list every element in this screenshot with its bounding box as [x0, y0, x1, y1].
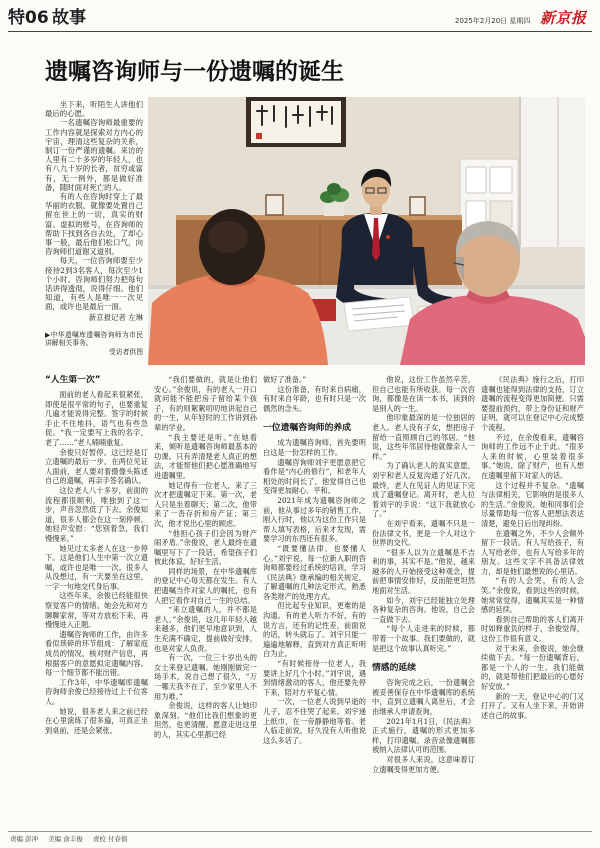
article-column-2: [154, 375, 257, 827]
paragraph: 这位老人八十多岁，前面的流程都很顺利，唯独到了这一步，声音忽然低了下去。余俊知道，很多人都会在这一刻停顿。她轻声安慰：“您别着急，我们慢慢来。”: [45, 485, 148, 543]
footer-divider: [8, 831, 592, 832]
paragraph: “我主要还是听。”在她看来，倾听是遗嘱咨询师最基本的功课。只有弄清楚老人真正的想法，才能帮他们把心愿准确地写进遗嘱里。: [154, 432, 257, 480]
paragraph: 2021年1月1日，《民法典》正式施行，遗嘱的形式更加多样，打印遗嘱、录音录像遗嘱都被纳入法律认可的范围。: [372, 716, 475, 755]
article-column-4: [372, 375, 475, 827]
footer-editor: 责编 彭冲: [10, 835, 39, 843]
paragraph: 这份准备，有时来自病痛，有时来自年龄，也有时只是一次偶然的念头。: [263, 384, 366, 413]
paragraph: 《民法典》施行之后，打印遗嘱也能得到法律的支持，订立遗嘱的流程变得更加简便。只需要提前预约，带上身份证和财产证明，就可以在登记中心完成整个流程。: [481, 375, 584, 432]
paragraph: 新的一天，登记中心的门又打开了。又有人坐下来，开始讲述自己的故事。: [481, 691, 584, 720]
paragraph: 有一次，一位三十岁出头的女士来登记遗嘱。她刚刚做完一场手术，说自己想了很久，“万一哪天我不在了，至少家里人不用为难。”: [154, 653, 257, 701]
photo-window: [520, 97, 585, 247]
paragraph: “很多人以为立遗嘱是不吉利的事，其实不是。”他说，越来越多的人开始接受这种观念，提前把事情安排好，反而能更坦然地面对生活。: [372, 547, 475, 596]
caption-text: ▶中华遗嘱库遗嘱咨询师为市民讲解相关事务。: [45, 330, 143, 348]
paragraph: 她记得有一位老人，来了三次才把遗嘱定下来。第一次，老人只是坐着聊天；第二次，他带来了一沓存折和房产证；第三次，他才说出心里的顾虑。: [154, 480, 257, 528]
paragraph: 他印象最深的是一位独居的老人。老人没有子女，想把房子留给一直照顾自己的邻居。“他说，这些年邻居待他就像亲人一样。”: [372, 413, 475, 461]
article-photo: [148, 97, 585, 365]
paragraph: 成为遗嘱咨询师，首先要明白这是一份怎样的工作。: [263, 438, 366, 457]
paragraph: 这个过程并不复杂。“遗嘱与法律相关，它影响的是很多人的生活。”余俊说，她和同事们会尽量帮助每一位客人把想法表达清楚，避免日后出现纠纷。: [481, 480, 584, 528]
page-number: 特06: [8, 8, 49, 28]
paragraph: 但比起专业知识，更难的是沟通。有的老人听力不好，有的说方言，还有的记性差，前面说的话，转头就忘了。刘宇只能一遍遍地解释，直到对方真正听明白为止。: [263, 601, 366, 659]
photo-illustration: [148, 97, 585, 365]
intro-paragraph: 有的人在咨询时穿上了最华丽的衣服，就像要处置自己留在世上的一切，真实的财富、虚拟的账号，在咨询师的帮助下找到各自去处，了却心事一般，最后他们松口气，向咨询师们道谢又道别。: [45, 192, 143, 257]
paragraph: “有的人会哭，有的人会笑。”余俊说，看到这些的时候，她常常觉得，遗嘱其实是一种情感的延续。: [481, 576, 584, 615]
framed-calligraphy: [246, 97, 346, 147]
paragraph: 面前的老人看起来很紧张，即使是很平常的句子，也要重复几遍才能说得完整。签字的时候手止不住地抖，语气也有些急促。“我一定要写上我的名字，老了……”老人喃喃重复。: [45, 390, 148, 447]
paragraph: 不过，在余俊看来，遗嘱咨询师的工作远不止于此。“很多人来的时候，心里装着很多事。”她说，除了财产，也有人想在遗嘱里留下对家人的话。: [481, 432, 584, 480]
paragraph: 看到自己帮助的客人们离开时如释重负的样子，余俊觉得，这份工作很有意义。: [481, 614, 584, 644]
page-footer: [10, 835, 135, 844]
header-divider: [8, 31, 592, 32]
intro-paragraph: 坐下来，听陌生人讲他们最后的心愿。: [45, 100, 143, 119]
paragraph: “他担心孩子们会因为财产闹矛盾。”余俊说，老人最终在遗嘱里写下了一段话，希望孩子们彼此体谅，好好生活。: [154, 528, 257, 567]
article-column-3: [263, 375, 366, 827]
paragraph: 他说，这份工作虽然辛苦，但自己也能有所收获。每一次咨询，都像是在读一本书，读到的是别人的一生。: [372, 375, 475, 413]
footer-proofreader: 责校 付春愔: [92, 835, 128, 843]
author-byline: 新京报记者 左琳: [88, 312, 143, 322]
paragraph: 咨询完成之后，一份遗嘱会被妥善保存在中华遗嘱库的系统中，直到立遗嘱人离世后，才会由继承人申请查询。: [372, 678, 475, 716]
paragraph: 2021年成为遗嘱咨询师之前，他从事过多年的销售工作。刚入行时，他以为这份工作只是帮人填写表格，后来才发现，需要学习的东西还有很多。: [263, 495, 366, 544]
paragraph: “来立遗嘱的人，并不都是老人。”余俊说，这几年年轻人越来越多，他们更早地意识到，人生充满不确定，提前做好安排，也是对家人负责。: [154, 605, 257, 653]
photo-caption: [45, 331, 143, 356]
paragraph: 她说，很多老人来之前已经在心里演练了很多遍，可真正坐到桌前，还是会紧张。: [45, 706, 148, 735]
paragraph: 为了确认老人的真实意愿，刘宇和老人反复沟通了好几次。最终，老人在见证人的见证下完成了遗嘱登记。离开时，老人拉着刘宇的手说：“这下我就放心了。”: [372, 461, 475, 519]
paragraph: 在刘宇看来，遗嘱不只是一份法律文书，更是一个人对这个世界的交代。: [372, 518, 475, 548]
paragraph: 工作3年，中华遗嘱库遗嘱咨询师余俊已经接待过上千位客人。: [45, 677, 148, 706]
paragraph: “既要懂法律，也要懂人心。”刘宇说，每一位新入职的咨询师都要经过系统的培训，学习《民法典》继承编的相关规定，了解遗嘱的几种法定形式，熟悉各类财产的处理方式。: [263, 543, 366, 601]
paragraph: “我们要做的，就是让他们安心。”余俊说，有的老人一开口就问能不能把房子留给某个孩子，有的则絮絮叨叨地讲起自己的一生，从年轻时的工作讲到孙辈的学业。: [154, 375, 257, 432]
intro-paragraph: 每天，一位咨询师要至少接待2到3名客人，每次至少1个小时。咨询师们努力把每句话讲得透彻，说得仔细。他们知道，有些人是唯一一次见面，或许也是最后一面。: [45, 256, 143, 312]
paragraph: 她见过太多老人在这一步停下。这是他们人生中第一次立遗嘱，或许也是唯一一次。很多人从没想过，有一天要坐在这里，一字一句地交代身后事。: [45, 543, 148, 591]
article-intro: [45, 100, 143, 356]
paragraph: 对很多人来说，这意味着订立遗嘱变得更加方便。: [372, 754, 475, 774]
footer-designer: 美编 俞丰俊: [48, 835, 83, 843]
paragraph: 如今，刘宇已经能独立处理各种复杂的咨询。他说，自己会一直做下去。: [372, 595, 475, 624]
paragraph: “每个人走进来的时候，都带着一个故事。我们要做的，就是把这个故事认真听完。”: [372, 624, 475, 653]
article-title: 遗嘱咨询师与一份遗嘱的诞生: [45, 59, 344, 85]
paragraph: 余俊说，这样的客人让她印象深刻。“他们比我们想象的更坦然，也更清醒。愿意走进这里的人，其实心里都已经: [154, 701, 257, 739]
paragraph: 遗嘱咨询师刘宇更愿意把它看作是“内心的修行”，和老年人相处的时间长了，他觉得自己也变得更加耐心、平和。: [263, 457, 366, 496]
subheading: 情感的延续: [372, 663, 416, 674]
paragraph: 同样的场景，在中华遗嘱库的登记中心每天都在发生。有人把遗嘱当作对家人的嘱托，也有人把它看作对自己一生的总结。: [154, 566, 257, 605]
subheading: “人生第一次”: [45, 375, 101, 385]
section-name: 故事: [52, 8, 86, 28]
paragraph: 做好了准备。”: [263, 375, 307, 384]
article-column-1: [45, 375, 148, 827]
paragraph: 一次，一位老人说到早逝的儿子，忍不住哭了起来。刘宇递上纸巾，在一旁静静地等着。老人临走前说，好久没有人听他说这么多话了。: [263, 697, 366, 745]
subheading: 一位遗嘱咨询师的养成: [263, 423, 351, 434]
newspaper-logo: 新京报: [540, 9, 587, 27]
paragraph: 这些年来，余俊已经能很快察觉客户的情绪。她会先和对方聊聊家常，等对方放松下来，再慢慢进入正题。: [45, 591, 148, 630]
paragraph: 对于未来，余俊说，她会继续做下去。“每一份遗嘱背后，都是一个人的一生。我们能做的，就是帮他们把最后的心愿好好安放。”: [481, 643, 584, 691]
paragraph: “有时候接待一位老人，我要讲上好几个小时。”刘宇说，遇到情绪激动的客人，他还要先停下来，陪对方平复心情。: [263, 659, 366, 697]
paragraph: 在遗嘱之外，不少人会额外留下一段话。有人写给孩子，有人写给老伴，也有人写给多年的朋友。这些文字不具备法律效力，却是他们最想说的心里话。: [481, 528, 584, 576]
issue-date: 2025年2月20日 星期四: [455, 17, 531, 25]
photo-credit: 受访者供图: [109, 347, 143, 356]
article-column-5: [481, 375, 584, 827]
paragraph: 余俊只好暂停。这已经是订立遗嘱的最后一步，在两位见证人面前，老人要对着摄像头陈述自己的遗嘱，再亲手签名确认。: [45, 447, 148, 486]
intro-paragraph: 一名遗嘱咨询师最重要的工作内容就是探索对方内心的宇宙，理清这些复杂的关系，制订一份严谨的遗嘱。来访的人里有二十多岁的年轻人，也有八九十岁的长者，贫穷或富有，无一例外，都是做好准备，随时面对死亡的人。: [45, 118, 143, 192]
paragraph: 遗嘱咨询师的工作，由许多看似琐碎的环节组成：了解家庭成员的情况，核对财产信息，再根据客户的意愿拟定遗嘱内容。每一个细节都不能出错。: [45, 629, 148, 678]
